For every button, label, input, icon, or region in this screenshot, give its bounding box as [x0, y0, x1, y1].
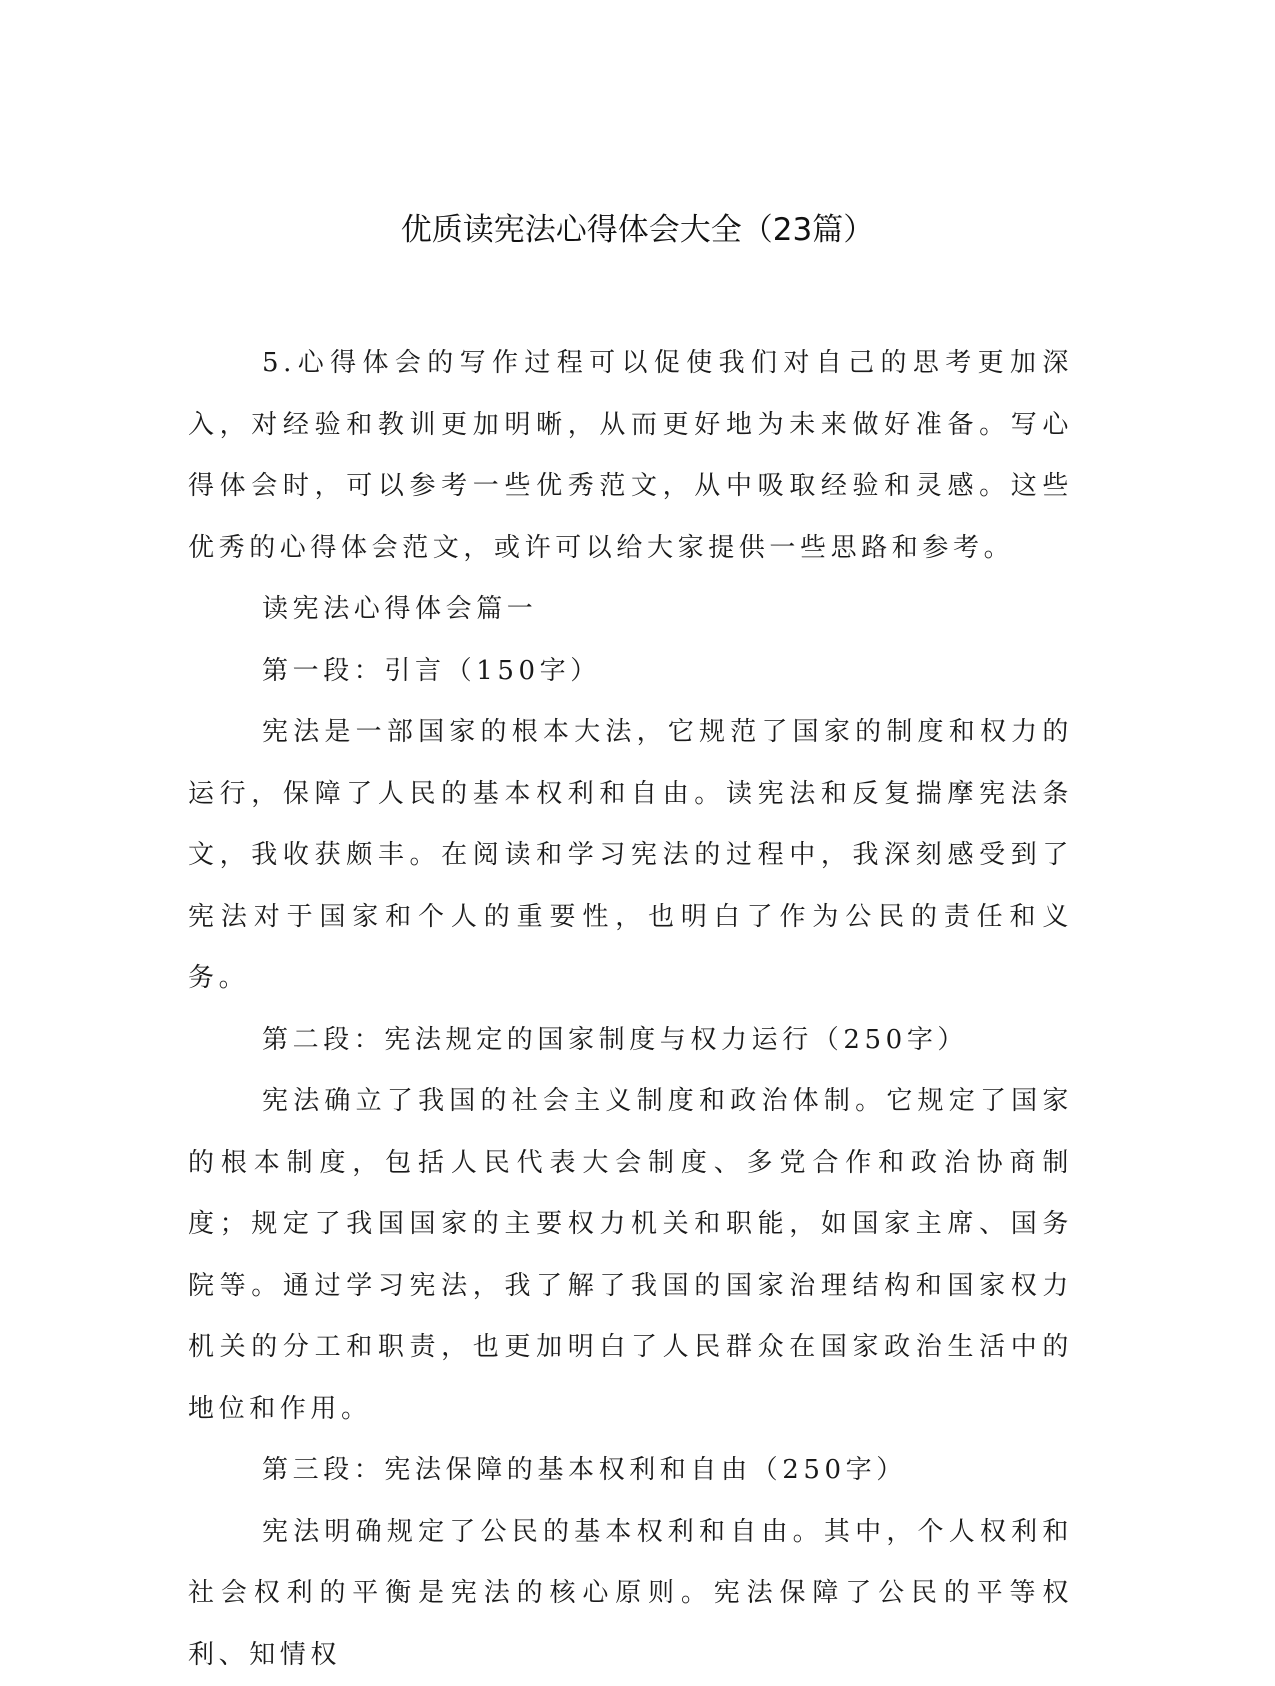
heading-section-3: 第三段：宪法保障的基本权利和自由（250字）	[188, 1440, 1073, 1502]
document-title: 优质读宪法心得体会大全（23篇）	[0, 210, 1275, 250]
heading-section-1: 第一段：引言（150字）	[188, 641, 1073, 703]
document-body	[188, 333, 1073, 1686]
section-title: 读宪法心得体会篇一	[188, 579, 1073, 641]
intro-paragraph: 5.心得体会的写作过程可以促使我们对自己的思考更加深入，对经验和教训更加明晰，从而更好地为未来做好准备。写心得体会时，可以参考一些优秀范文，从中吸取经验和灵感。这些优秀的心得体会范文，或许可以给大家提供一些思路和参考。	[188, 333, 1073, 579]
heading-section-2: 第二段：宪法规定的国家制度与权力运行（250字）	[188, 1010, 1073, 1072]
paragraph-section-3: 宪法明确规定了公民的基本权利和自由。其中，个人权利和社会权利的平衡是宪法的核心原则。宪法保障了公民的平等权利、知情权	[188, 1502, 1073, 1686]
paragraph-section-1: 宪法是一部国家的根本大法，它规范了国家的制度和权力的运行，保障了人民的基本权利和自由。读宪法和反复揣摩宪法条文，我收获颇丰。在阅读和学习宪法的过程中，我深刻感受到了宪法对于国家和个人的重要性，也明白了作为公民的责任和义务。	[188, 702, 1073, 1010]
paragraph-section-2: 宪法确立了我国的社会主义制度和政治体制。它规定了国家的根本制度，包括人民代表大会制度、多党合作和政治协商制度；规定了我国国家的主要权力机关和职能，如国家主席、国务院等。通过学习宪法，我了解了我国的国家治理结构和国家权力机关的分工和职责，也更加明白了人民群众在国家政治生活中的地位和作用。	[188, 1071, 1073, 1440]
